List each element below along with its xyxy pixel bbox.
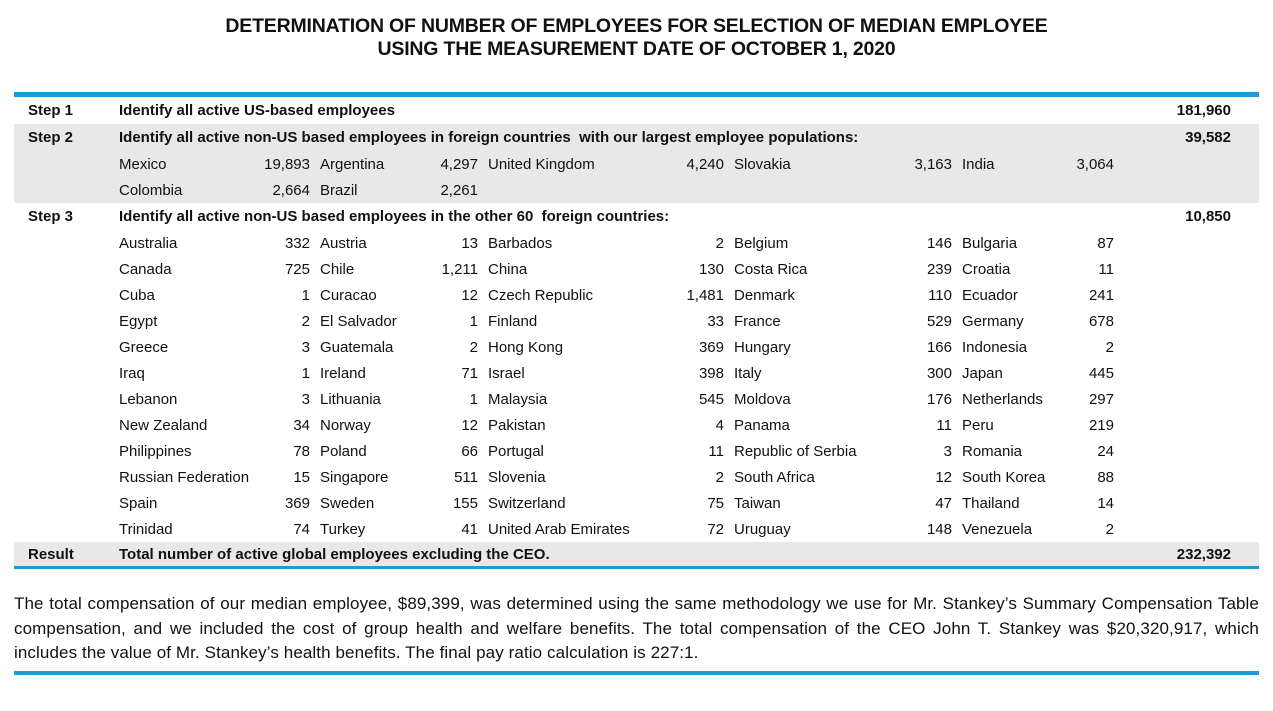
employee-count-cell: 1,481 — [686, 286, 724, 304]
employee-count-cell: 300 — [926, 364, 952, 382]
country-cell: Slovakia — [734, 155, 791, 173]
country-cell: Greece — [119, 338, 169, 356]
employee-count-cell: 2 — [1105, 338, 1114, 356]
country-cell: Norway — [320, 416, 371, 434]
employee-count-cell: 2,261 — [440, 181, 478, 199]
employee-count-cell: 545 — [698, 390, 724, 408]
employee-determination-table — [14, 92, 1259, 569]
employee-count-cell: 2 — [1105, 520, 1114, 538]
employee-count-cell: 110 — [928, 286, 952, 304]
step-3-total: 10,850 — [1185, 208, 1231, 225]
employee-count-cell: 241 — [1088, 286, 1114, 304]
employee-count-cell: 2 — [469, 338, 478, 356]
table-row-step-1 — [14, 97, 1259, 124]
employee-count-cell: 1,211 — [441, 260, 478, 278]
employee-count-cell: 71 — [461, 364, 478, 382]
employee-count-cell: 297 — [1088, 390, 1114, 408]
employee-count-cell: 47 — [935, 494, 952, 512]
country-cell: Ireland — [320, 364, 366, 382]
step-3-detail-row-4 — [14, 308, 1259, 334]
employee-count-cell: 2,664 — [272, 181, 310, 199]
country-cell: Poland — [320, 442, 367, 460]
page-title — [14, 15, 1259, 61]
country-cell: United Kingdom — [488, 155, 595, 173]
page-title-line1: DETERMINATION OF NUMBER OF EMPLOYEES FOR SELECTION OF MEDIAN EMPLOYEE — [225, 15, 1048, 37]
step-2-total: 39,582 — [1185, 129, 1231, 146]
employee-count-cell: 12 — [935, 468, 952, 486]
employee-count-cell: 3 — [301, 390, 310, 408]
employee-count-cell: 369 — [698, 338, 724, 356]
employee-count-cell: 34 — [293, 416, 310, 434]
country-cell: Iraq — [119, 364, 145, 382]
employee-count-cell: 14 — [1097, 494, 1114, 512]
country-cell: China — [488, 260, 528, 278]
country-cell: Austria — [320, 234, 367, 252]
employee-count-cell: 166 — [926, 338, 952, 356]
result-label: Result — [28, 545, 74, 563]
employee-count-cell: 445 — [1088, 364, 1114, 382]
country-cell: Czech Republic — [488, 286, 594, 304]
country-cell: Ecuador — [962, 286, 1018, 304]
step-3-detail-row-12 — [14, 516, 1259, 542]
step-3-detail-row-6 — [14, 360, 1259, 386]
page-title-line2: USING THE MEASUREMENT DATE OF OCTOBER 1, 2020 — [377, 38, 896, 60]
employee-count-cell: 1 — [301, 364, 310, 382]
pay-ratio-footnote: The total compensation of our median employee, $89,399, was determined using the same methodology we use for Mr. Stankey’s Summary Compensation Table compensation, and we included the cost of group health and welfare benefits. The total compensation of the CEO John T. Stankey was $20,320,917, which includes the value of Mr. Stankey’s health benefits. The final pay ratio calculation is 227:1. — [14, 594, 1259, 662]
step-2-description: Identify all active non-US based employees in foreign countries with our largest employee populations: — [119, 129, 859, 146]
country-cell: United Arab Emirates — [488, 520, 630, 538]
employee-count-cell: 75 — [707, 494, 724, 512]
country-cell: Philippines — [119, 442, 192, 460]
country-cell: Singapore — [320, 468, 389, 486]
employee-count-cell: 239 — [926, 260, 952, 278]
table-row-result — [14, 542, 1259, 569]
country-cell: South Korea — [962, 468, 1046, 486]
step-1-label: Step 1 — [28, 102, 74, 119]
employee-count-cell: 4,240 — [686, 155, 724, 173]
country-cell: Barbados — [488, 234, 553, 252]
country-cell: Panama — [734, 416, 790, 434]
country-cell: Lebanon — [119, 390, 178, 408]
employee-count-cell: 2 — [715, 468, 724, 486]
step-1-total: 181,960 — [1176, 102, 1231, 119]
result-total: 232,392 — [1176, 545, 1231, 563]
page-bottom-rule — [14, 671, 1259, 675]
employee-count-cell: 148 — [926, 520, 952, 538]
country-cell: Turkey — [320, 520, 366, 538]
step-3-detail-row-7 — [14, 386, 1259, 412]
country-cell: Belgium — [734, 234, 789, 252]
employee-count-cell: 146 — [926, 234, 952, 252]
employee-count-cell: 2 — [301, 312, 310, 330]
country-cell: Egypt — [119, 312, 158, 330]
employee-count-cell: 88 — [1097, 468, 1114, 486]
country-cell: Australia — [119, 234, 178, 252]
employee-count-cell: 15 — [293, 468, 310, 486]
country-cell: Indonesia — [962, 338, 1028, 356]
country-cell: Costa Rica — [734, 260, 808, 278]
employee-count-cell: 66 — [461, 442, 478, 460]
employee-count-cell: 219 — [1088, 416, 1114, 434]
country-cell: Sweden — [320, 494, 375, 512]
employee-count-cell: 130 — [698, 260, 724, 278]
table-row-step-3 — [14, 203, 1259, 230]
country-cell: Israel — [488, 364, 525, 382]
country-cell: Switzerland — [488, 494, 566, 512]
employee-count-cell: 176 — [926, 390, 952, 408]
country-cell: Finland — [488, 312, 538, 330]
country-cell: India — [962, 155, 995, 173]
employee-count-cell: 3 — [301, 338, 310, 356]
document-page — [0, 15, 1273, 675]
country-cell: South Africa — [734, 468, 815, 486]
step-2-label: Step 2 — [28, 129, 74, 146]
country-cell: Hong Kong — [488, 338, 564, 356]
country-cell: Russian Federation — [119, 468, 250, 486]
employee-count-cell: 33 — [707, 312, 724, 330]
country-cell: Thailand — [962, 494, 1020, 512]
country-cell: Bulgaria — [962, 234, 1018, 252]
employee-count-cell: 24 — [1097, 442, 1114, 460]
employee-count-cell: 87 — [1097, 234, 1114, 252]
employee-count-cell: 332 — [284, 234, 310, 252]
employee-count-cell: 529 — [926, 312, 952, 330]
employee-count-cell: 19,893 — [264, 155, 310, 173]
step-2-detail-row-1 — [14, 151, 1259, 177]
step-3-detail-row-8 — [14, 412, 1259, 438]
country-cell: Republic of Serbia — [734, 442, 857, 460]
employee-count-cell: 369 — [284, 494, 310, 512]
employee-count-cell: 4,297 — [440, 155, 478, 173]
country-cell: Denmark — [734, 286, 795, 304]
country-cell: Malaysia — [488, 390, 548, 408]
step-3-detail-row-11 — [14, 490, 1259, 516]
country-cell: Uruguay — [734, 520, 791, 538]
employee-count-cell: 74 — [293, 520, 310, 538]
country-cell: Chile — [320, 260, 355, 278]
country-cell: Lithuania — [320, 390, 381, 408]
employee-count-cell: 3 — [943, 442, 952, 460]
employee-count-cell: 12 — [461, 416, 478, 434]
employee-count-cell: 41 — [461, 520, 478, 538]
country-cell: El Salvador — [320, 312, 397, 330]
employee-count-cell: 12 — [461, 286, 478, 304]
employee-count-cell: 4 — [715, 416, 724, 434]
country-cell: Pakistan — [488, 416, 546, 434]
table-row-step-2 — [14, 124, 1259, 151]
employee-count-cell: 398 — [698, 364, 724, 382]
employee-count-cell: 678 — [1088, 312, 1114, 330]
step-1-description: Identify all active US-based employees — [119, 102, 395, 119]
step-3-detail-row-3 — [14, 282, 1259, 308]
employee-table-body — [14, 97, 1259, 569]
country-cell: Hungary — [734, 338, 791, 356]
country-cell: Germany — [962, 312, 1024, 330]
country-cell: New Zealand — [119, 416, 208, 434]
employee-count-cell: 1 — [469, 390, 478, 408]
step-3-label: Step 3 — [28, 208, 74, 225]
employee-count-cell: 11 — [1098, 260, 1114, 278]
step-3-detail-row-5 — [14, 334, 1259, 360]
country-cell: Venezuela — [962, 520, 1033, 538]
country-cell: Slovenia — [488, 468, 546, 486]
country-cell: Moldova — [734, 390, 791, 408]
employee-count-cell: 78 — [293, 442, 310, 460]
country-cell: Taiwan — [734, 494, 781, 512]
employee-count-cell: 725 — [284, 260, 310, 278]
country-cell: Croatia — [962, 260, 1011, 278]
country-cell: France — [734, 312, 781, 330]
employee-count-cell: 511 — [454, 468, 478, 486]
country-cell: Trinidad — [119, 520, 173, 538]
country-cell: Japan — [962, 364, 1003, 382]
country-cell: Curacao — [320, 286, 377, 304]
country-cell: Spain — [119, 494, 158, 512]
country-cell: Romania — [962, 442, 1023, 460]
step-3-detail-row-10 — [14, 464, 1259, 490]
employee-count-cell: 11 — [936, 416, 952, 434]
result-description: Total number of active global employees excluding the CEO. — [119, 545, 550, 563]
employee-count-cell: 1 — [301, 286, 310, 304]
employee-count-cell: 3,064 — [1076, 155, 1114, 173]
country-cell: Argentina — [320, 155, 385, 173]
employee-count-cell: 2 — [715, 234, 724, 252]
country-cell: Brazil — [320, 181, 358, 199]
employee-count-cell: 155 — [452, 494, 478, 512]
country-cell: Canada — [119, 260, 172, 278]
employee-count-cell: 11 — [708, 442, 724, 460]
step-3-detail-row-2 — [14, 256, 1259, 282]
country-cell: Italy — [734, 364, 762, 382]
country-cell: Colombia — [119, 181, 183, 199]
employee-count-cell: 13 — [461, 234, 478, 252]
step-2-detail-row-2 — [14, 177, 1259, 203]
country-cell: Mexico — [119, 155, 167, 173]
country-cell: Portugal — [488, 442, 544, 460]
employee-count-cell: 72 — [707, 520, 724, 538]
country-cell: Guatemala — [320, 338, 394, 356]
country-cell: Cuba — [119, 286, 155, 304]
step-3-description: Identify all active non-US based employees in the other 60 foreign countries: — [119, 208, 670, 225]
employee-count-cell: 1 — [469, 312, 478, 330]
step-3-detail-row-9 — [14, 438, 1259, 464]
step-3-detail-row-1 — [14, 230, 1259, 256]
country-cell: Peru — [962, 416, 994, 434]
country-cell: Netherlands — [962, 390, 1043, 408]
employee-count-cell: 3,163 — [914, 155, 952, 173]
